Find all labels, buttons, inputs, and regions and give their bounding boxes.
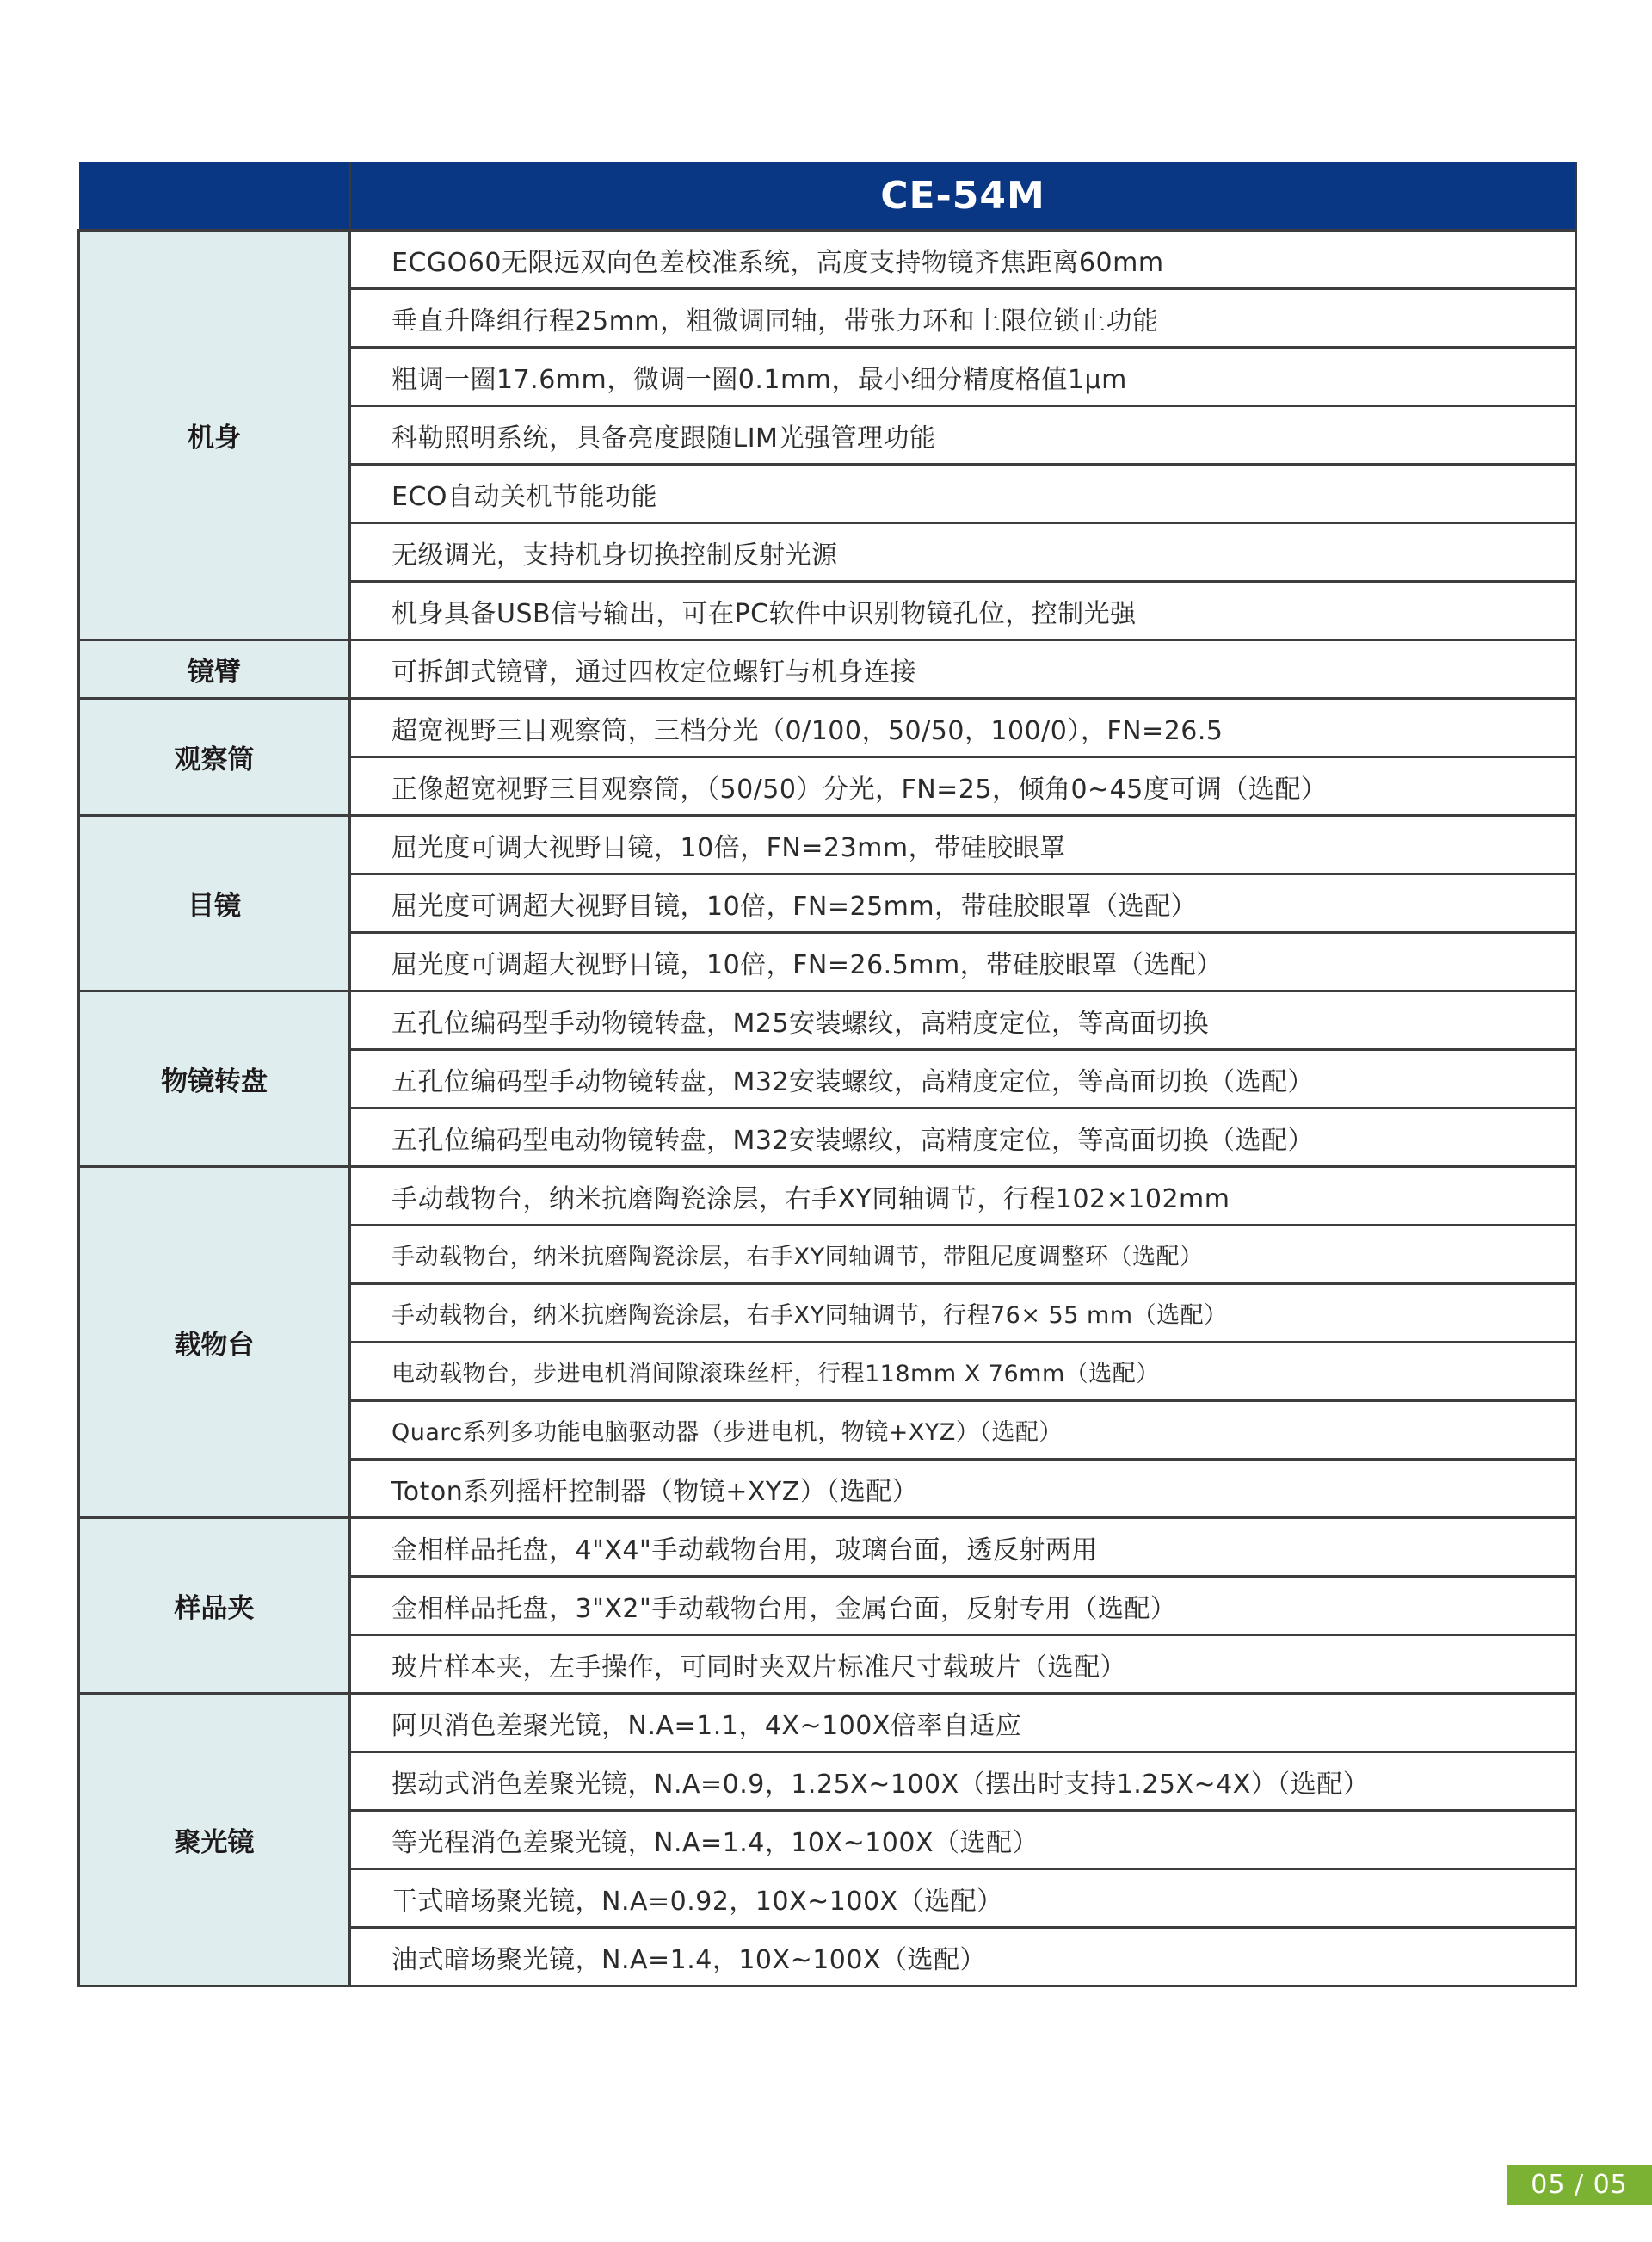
category-cell: 机身 [79,231,350,640]
spec-table [77,162,1577,1987]
spec-item-cell: 等光程消色差聚光镜，N.A=1.4，10X~100X（选配） [350,1811,1576,1869]
table-row [79,991,1576,1050]
spec-body [79,231,1576,1986]
spec-item-cell: 金相样品托盘，3"X2"手动载物台用，金属台面，反射专用（选配） [350,1577,1576,1635]
spec-item-cell: 油式暗场聚光镜，N.A=1.4，10X~100X（选配） [350,1928,1576,1986]
category-cell: 物镜转盘 [79,991,350,1167]
spec-item-cell: 正像超宽视野三目观察筒，（50/50）分光，FN=25，倾角0~45度可调（选配） [350,757,1576,816]
spec-item-cell: 五孔位编码型手动物镜转盘，M25安装螺纹，高精度定位，等高面切换 [350,991,1576,1050]
table-row [79,699,1576,757]
spec-item-cell: Quarc系列多功能电脑驱动器（步进电机，物镜+XYZ）（选配） [350,1401,1576,1460]
category-cell: 目镜 [79,816,350,991]
spec-item-cell: 摆动式消色差聚光镜，N.A=0.9，1.25X~100X（摆出时支持1.25X~4X）（选配） [350,1752,1576,1811]
table-row [79,640,1576,699]
spec-item-cell: Toton系列摇杆控制器（物镜+XYZ）（选配） [350,1460,1576,1518]
category-cell: 载物台 [79,1167,350,1518]
table-row [79,1167,1576,1226]
spec-item-cell: 五孔位编码型手动物镜转盘，M32安装螺纹，高精度定位，等高面切换（选配） [350,1050,1576,1109]
spec-item-cell: 机身具备USB信号输出，可在PC软件中识别物镜孔位，控制光强 [350,582,1576,640]
spec-item-cell: 粗调一圈17.6mm，微调一圈0.1mm，最小细分精度格值1μm [350,348,1576,406]
table-header-row [79,162,1576,231]
table-row [79,1518,1576,1577]
table-row [79,1694,1576,1752]
table-row [79,816,1576,874]
page-indicator: 05 / 05 [1507,2165,1652,2205]
spec-item-cell: 垂直升降组行程25mm，粗微调同轴，带张力环和上限位锁止功能 [350,289,1576,348]
spec-item-cell: 五孔位编码型电动物镜转盘，M32安装螺纹，高精度定位，等高面切换（选配） [350,1109,1576,1167]
header-blank-cell [79,162,350,231]
table-row [79,231,1576,289]
spec-item-cell: ECO自动关机节能功能 [350,465,1576,523]
spec-item-cell: ECGO60无限远双向色差校准系统，高度支持物镜齐焦距离60mm [350,231,1576,289]
spec-item-cell: 金相样品托盘，4"X4"手动载物台用，玻璃台面，透反射两用 [350,1518,1576,1577]
spec-item-cell: 手动载物台，纳米抗磨陶瓷涂层，右手XY同轴调节，行程76× 55 mm（选配） [350,1284,1576,1343]
spec-item-cell: 手动载物台，纳米抗磨陶瓷涂层，右手XY同轴调节，带阻尼度调整环（选配） [350,1226,1576,1284]
spec-item-cell: 手动载物台，纳米抗磨陶瓷涂层，右手XY同轴调节，行程102×102mm [350,1167,1576,1226]
spec-item-cell: 玻片样本夹，左手操作，可同时夹双片标准尺寸载玻片（选配） [350,1635,1576,1694]
category-cell: 观察筒 [79,699,350,816]
spec-item-cell: 屈光度可调超大视野目镜，10倍，FN=25mm，带硅胶眼罩（选配） [350,874,1576,933]
spec-item-cell: 无级调光，支持机身切换控制反射光源 [350,523,1576,582]
spec-item-cell: 电动载物台，步进电机消间隙滚珠丝杆，行程118mm X 76mm（选配） [350,1343,1576,1401]
category-cell: 镜臂 [79,640,350,699]
spec-item-cell: 科勒照明系统，具备亮度跟随LIM光强管理功能 [350,406,1576,465]
spec-item-cell: 屈光度可调大视野目镜，10倍，FN=23mm，带硅胶眼罩 [350,816,1576,874]
spec-item-cell: 阿贝消色差聚光镜，N.A=1.1，4X~100X倍率自适应 [350,1694,1576,1752]
spec-item-cell: 干式暗场聚光镜，N.A=0.92，10X~100X（选配） [350,1869,1576,1928]
category-cell: 聚光镜 [79,1694,350,1986]
category-cell: 样品夹 [79,1518,350,1694]
model-title: CE-54M [350,162,1576,231]
spec-item-cell: 可拆卸式镜臂，通过四枚定位螺钉与机身连接 [350,640,1576,699]
spec-item-cell: 屈光度可调超大视野目镜，10倍，FN=26.5mm，带硅胶眼罩（选配） [350,933,1576,991]
spec-item-cell: 超宽视野三目观察筒，三档分光（0/100，50/50，100/0），FN=26.5 [350,699,1576,757]
